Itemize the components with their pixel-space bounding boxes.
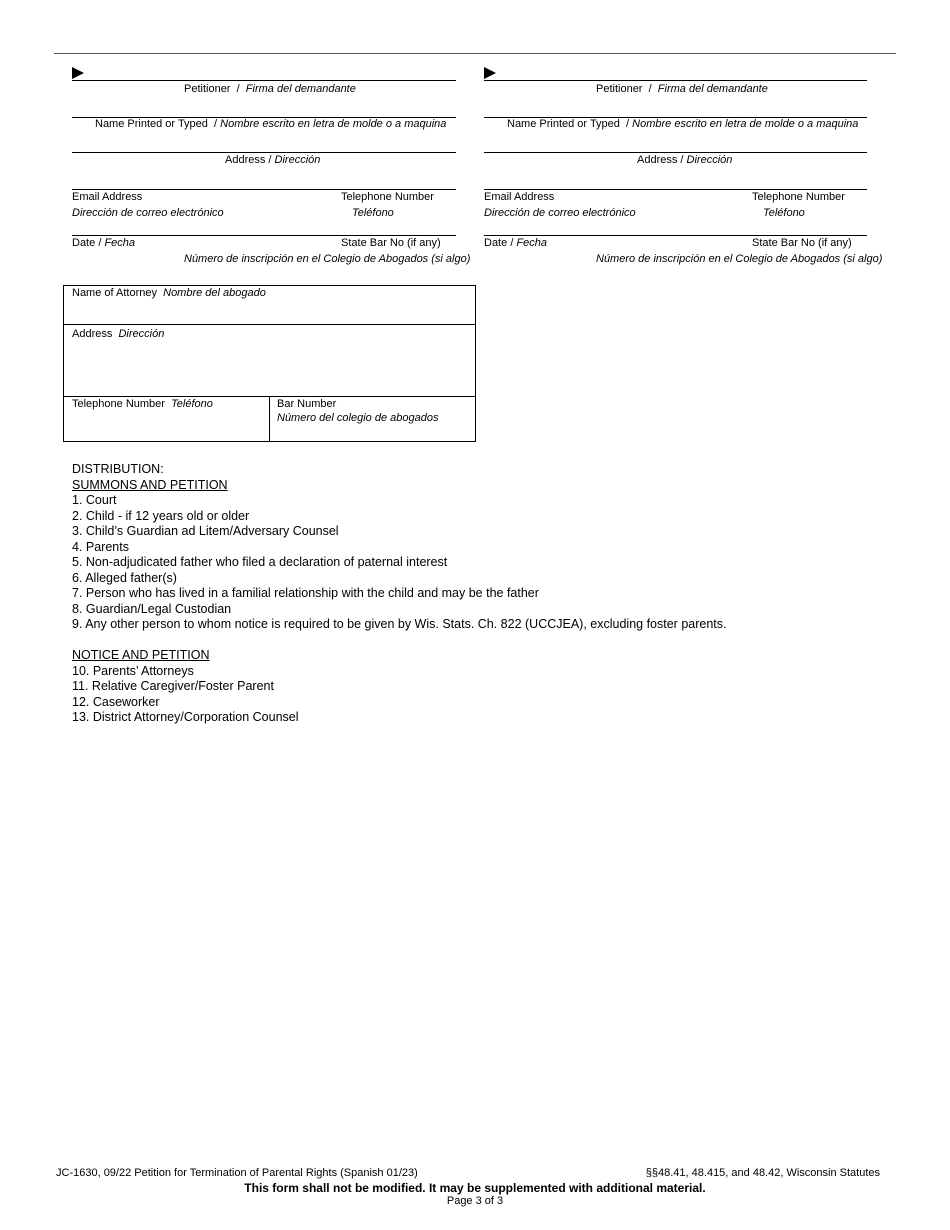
name-label: Name Printed or Typed / Nombre escrito en letra de molde o a maquina (95, 118, 447, 130)
signature-line[interactable] (484, 80, 867, 81)
date-label: Date / Fecha (484, 237, 548, 249)
attorney-bar-label-es: Número del colegio de abogados (277, 412, 439, 424)
address-label: Address / Dirección (225, 154, 321, 166)
phone-label: Telephone Number (752, 191, 845, 203)
email-label: Email Address (72, 191, 143, 203)
list-item: 12. Caseworker (72, 694, 160, 709)
email-label: Email Address (484, 191, 555, 203)
address-line[interactable] (72, 152, 456, 153)
name-label: Name Printed or Typed / Nombre escrito en letra de molde o a maquina (507, 118, 859, 130)
address-label: Address / Dirección (637, 154, 733, 166)
list-item: 11. Relative Caregiver/Foster Parent (72, 679, 274, 693)
email-label-es: Dirección de correo electrónico (484, 207, 636, 219)
attorney-name-label: Name of Attorney Nombre del abogado (72, 287, 266, 299)
statutes: §§48.41, 48.415, and 48.42, Wisconsin Statutes (645, 1167, 880, 1179)
list-item: 9. Any other person to whom notice is required to be given by Wis. Stats. Ch. 822 (UCCJEA), excluding foster parents. (72, 617, 727, 631)
footer-notice: This form shall not be modified. It may be supplemented with additional material. (244, 1181, 706, 1195)
attorney-box (63, 285, 476, 442)
sign-arrow-icon (72, 67, 84, 79)
distribution-heading: DISTRIBUTION: (72, 462, 164, 476)
distribution-section (72, 462, 726, 726)
list-item: 5. Non-adjudicated father who filed a declaration of paternal interest (72, 555, 448, 569)
attorney-phone-label: Telephone Number Teléfono (72, 398, 213, 410)
list-item: 2. Child - if 12 years old or older (72, 508, 250, 523)
date-bar-line[interactable] (72, 235, 456, 236)
address-line[interactable] (484, 152, 867, 153)
bar-label: State Bar No (if any) (341, 237, 441, 249)
bar-label-es: Número de inscripción en el Colegio de Abogados (si algo) (596, 253, 883, 265)
date-bar-line[interactable] (484, 235, 867, 236)
sign-arrow-icon (484, 67, 496, 79)
phone-label-es: Teléfono (763, 207, 805, 219)
notice-heading: NOTICE AND PETITION (72, 648, 210, 662)
bar-label-es: Número de inscripción en el Colegio de Abogados (si algo) (184, 253, 471, 265)
email-label-es: Dirección de correo electrónico (72, 207, 224, 219)
signature-line[interactable] (72, 80, 456, 81)
summons-heading: SUMMONS AND PETITION (72, 477, 228, 492)
phone-label-es: Teléfono (352, 207, 394, 219)
attorney-address-field[interactable] (64, 325, 475, 397)
email-phone-line[interactable] (72, 189, 456, 190)
signature-block-right (484, 60, 883, 275)
attorney-address-label: Address Dirección (72, 328, 165, 340)
phone-label: Telephone Number (341, 191, 434, 203)
list-item: 13. District Attorney/Corporation Counsel (72, 710, 299, 724)
attorney-name-field[interactable] (64, 286, 475, 325)
top-rule (54, 53, 896, 54)
petitioner-label: Petitioner / Firma del demandante (184, 83, 356, 95)
attorney-bar-field[interactable] (270, 397, 475, 441)
list-item: 4. Parents (72, 539, 129, 554)
signature-block-left (72, 60, 471, 275)
page-number: Page 3 of 3 (446, 1195, 504, 1207)
list-item: 1. Court (72, 493, 117, 507)
list-item: 7. Person who has lived in a familial relationship with the child and may be the father (72, 586, 539, 600)
date-label: Date / Fecha (72, 237, 136, 249)
attorney-bar-label: Bar Number (277, 398, 337, 410)
list-item: 8. Guardian/Legal Custodian (72, 601, 232, 616)
email-phone-line[interactable] (484, 189, 867, 190)
attorney-phone-field[interactable] (64, 397, 270, 441)
bar-label: State Bar No (if any) (752, 237, 852, 249)
form-id: JC-1630, 09/22 Petition for Termination of Parental Rights (Spanish 01/23) (56, 1167, 418, 1179)
petitioner-label: Petitioner / Firma del demandante (596, 83, 768, 95)
list-item: 3. Child’s Guardian ad Litem/Adversary Counsel (72, 524, 339, 538)
list-item: 6. Alleged father(s) (72, 570, 177, 585)
list-item: 10. Parents’ Attorneys (72, 663, 194, 678)
